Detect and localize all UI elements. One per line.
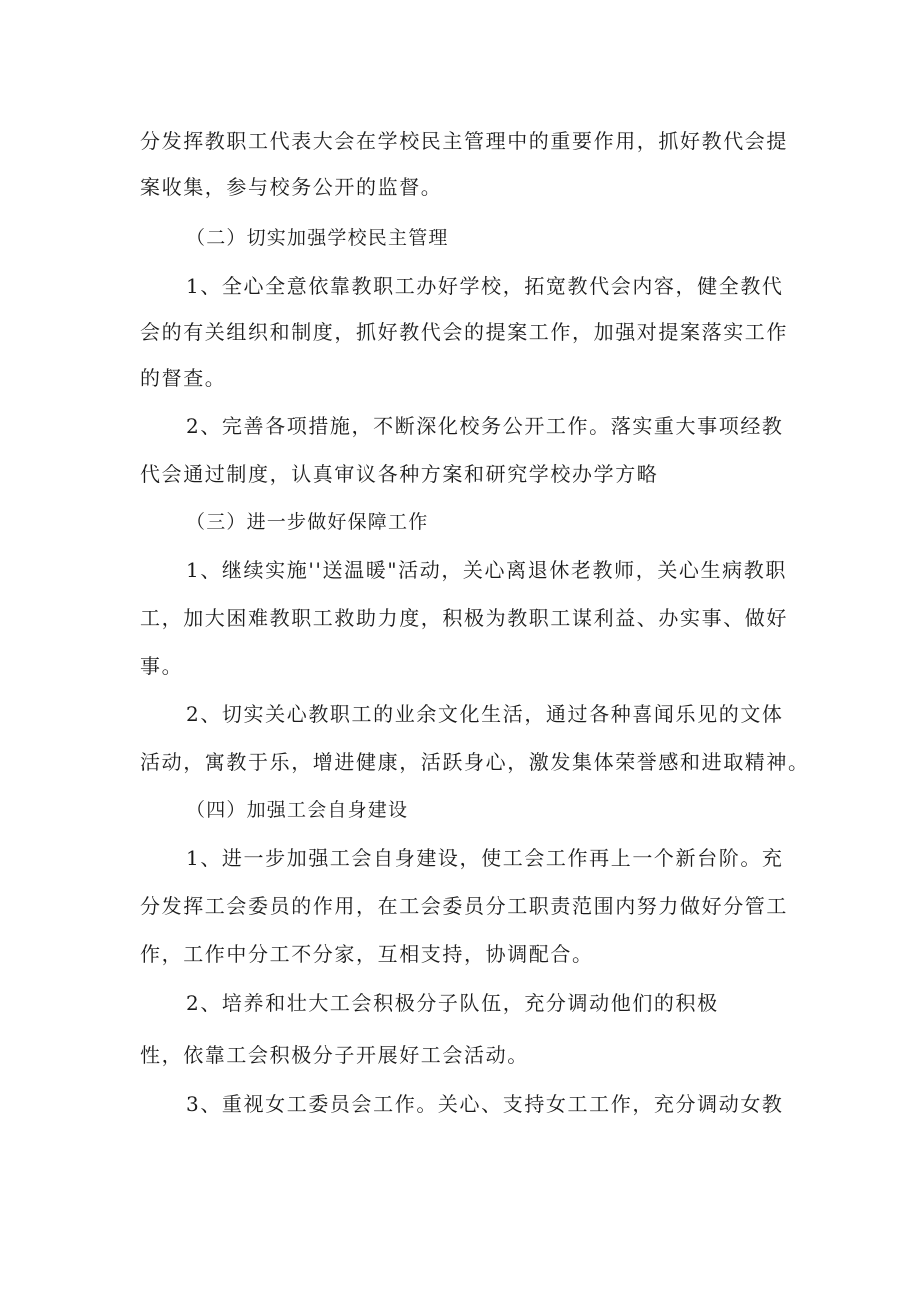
paragraph-line: 会的有关组织和制度，抓好教代会的提案工作，加强对提案落实工作 — [140, 320, 788, 344]
paragraph-line: 1、进一步加强工会自身建设，使工会工作再上一个新台阶。充 — [186, 846, 784, 870]
paragraph-line: 1、继续实施''送温暖"活动，关心离退休老教师，关心生病教职 — [186, 558, 787, 582]
paragraph-line: 分发挥教职工代表大会在学校民主管理中的重要作用，抓好教代会提 — [140, 129, 788, 153]
section-heading: （二）切实加强学校民主管理 — [186, 227, 449, 249]
paragraph-line: 工，加大困难教职工救助力度，积极为教职工谋利益、办实事、做好 — [140, 606, 788, 630]
paragraph-line: 案收集，参与校务公开的监督。 — [140, 175, 443, 199]
paragraph-line: 作，工作中分工不分家，互相支持，协调配合。 — [140, 942, 594, 966]
paragraph-line: 分发挥工会委员的作用，在工会委员分工职责范围内努力做好分管工 — [140, 894, 788, 918]
paragraph-line: 2、培养和壮大工会积极分子队伍，充分调动他们的积极 — [186, 991, 719, 1015]
section-heading: （三）进一步做好保障工作 — [186, 511, 429, 533]
paragraph-line: 1、全心全意依靠教职工办好学校，拓宽教代会内容，健全教代 — [186, 274, 784, 298]
paragraph-line: 事。 — [140, 654, 184, 678]
paragraph-line: 性，依靠工会积极分子开展好工会活动。 — [140, 1043, 529, 1067]
paragraph-line: 的督查。 — [140, 366, 227, 390]
paragraph-line: 代会通过制度，认真审议各种方案和研究学校办学方略 — [140, 462, 659, 486]
paragraph-line: 活动，寓教于乐，增进健康，活跃身心，激发集体荣誉感和进取精神。 — [140, 750, 810, 774]
paragraph-line: 2、切实关心教职工的业余文化生活，通过各种喜闻乐见的文体 — [186, 702, 784, 726]
paragraph-line: 2、完善各项措施，不断深化校务公开工作。落实重大事项经教 — [186, 414, 784, 438]
section-heading: （四）加强工会自身建设 — [186, 799, 409, 821]
paragraph-line: 3、重视女工委员会工作。关心、支持女工工作，充分调动女教 — [186, 1092, 784, 1116]
